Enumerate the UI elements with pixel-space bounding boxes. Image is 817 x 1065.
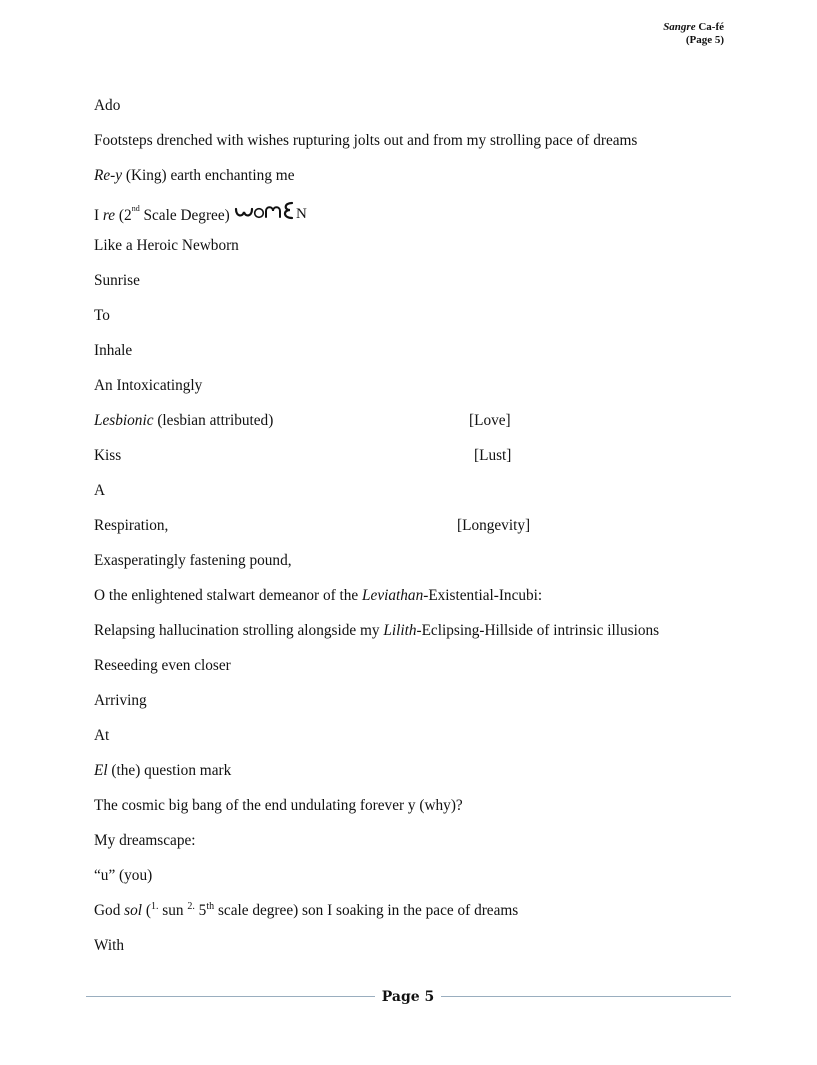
page-header — [663, 21, 724, 47]
footnote-marker: 2. — [187, 901, 195, 912]
italic-word: Lesbionic — [94, 412, 154, 429]
poem-line — [94, 410, 774, 445]
line-text: 5 — [194, 902, 207, 919]
poem-line: Footsteps drenched with wishes rupturing jolts out and from my strolling pace of dreams — [94, 132, 638, 149]
poem-body — [94, 95, 774, 970]
page-footer — [86, 988, 731, 1008]
poem-line: Sunrise — [94, 272, 140, 289]
line-text: Relapsing hallucination strolling alongside my — [94, 622, 384, 639]
women-glyph-icon — [234, 200, 316, 222]
poem-line — [94, 760, 774, 795]
footnote-marker: 1. — [150, 901, 159, 912]
italic-word: sol — [124, 902, 143, 919]
line-text: (the) question mark — [107, 762, 232, 779]
poem-line — [94, 515, 774, 550]
line-text: sun — [158, 902, 188, 919]
women-glyph-letter: N — [295, 206, 307, 222]
line-text: I — [94, 207, 103, 224]
poem-line: My dreamscape: — [94, 832, 196, 849]
ordinal-superscript: th — [206, 901, 215, 912]
running-title — [663, 21, 724, 34]
footer-page-label: Page 5 — [381, 989, 435, 1005]
poem-line — [94, 620, 774, 655]
italic-word: Lilith — [383, 622, 417, 639]
poem-line — [94, 445, 774, 480]
line-text: (2 — [115, 207, 132, 224]
poem-line: To — [94, 307, 110, 324]
line-text: -Eclipsing-Hillside of intrinsic illusions — [416, 622, 660, 639]
line-text: O the enlightened stalwart demeanor of the — [94, 587, 363, 604]
italic-word: re — [102, 207, 116, 224]
line-text: ( — [142, 902, 151, 919]
line-text: (lesbian attributed) — [153, 412, 274, 429]
poem-line — [94, 900, 774, 935]
italic-word: Leviathan — [362, 587, 424, 604]
poem-line: With — [94, 937, 124, 954]
line-text: scale degree) son I soaking in the pace of dreams — [214, 902, 519, 919]
poem-line: Exasperatingly fastening pound, — [94, 552, 292, 569]
footer-rule-left — [86, 996, 375, 997]
poem-line: Inhale — [94, 342, 133, 359]
poem-line: An Intoxicatingly — [94, 377, 203, 394]
running-page-ref: (Page 5) — [685, 34, 724, 46]
poem-line: Like a Heroic Newborn — [94, 237, 239, 254]
poem-line: A — [94, 482, 106, 499]
italic-word: El — [94, 762, 108, 779]
line-text: Kiss — [94, 447, 122, 464]
poem-line — [94, 585, 774, 620]
italic-word: Re-y — [94, 167, 123, 184]
line-text: -Existential-Incubi: — [423, 587, 543, 604]
poem-line: Reseeding even closer — [94, 657, 231, 674]
poem-line: Ado — [94, 97, 121, 114]
poem-line — [94, 165, 774, 200]
line-text: (King) earth enchanting me — [122, 167, 295, 184]
bracket-longevity: [Longevity] — [457, 517, 531, 534]
poem-line: “u” (you) — [94, 867, 153, 884]
line-text: Scale Degree) — [139, 207, 230, 224]
footer-rule-right — [441, 996, 731, 997]
poem-line: At — [94, 727, 110, 744]
bracket-lust: [Lust] — [474, 447, 512, 464]
line-text: Respiration, — [94, 517, 169, 534]
poem-line — [94, 200, 774, 235]
running-title-italic: Sangre — [663, 21, 696, 33]
bracket-love: [Love] — [469, 412, 511, 429]
ordinal-superscript: nd — [131, 204, 140, 213]
line-text: God — [94, 902, 125, 919]
poem-line: Arriving — [94, 692, 147, 709]
poem-line: The cosmic big bang of the end undulating forever y (why)? — [94, 797, 463, 814]
running-title-rest: Ca-fé — [695, 21, 724, 33]
